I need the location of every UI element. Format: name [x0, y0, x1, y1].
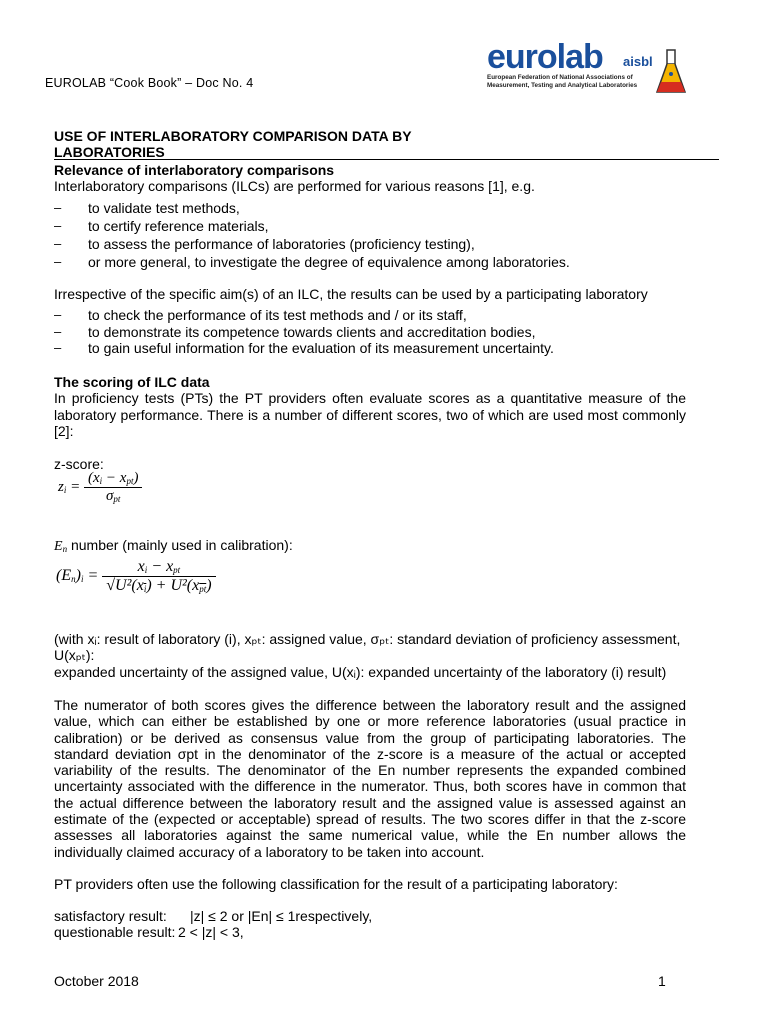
footer-date: October 2018 — [54, 973, 139, 989]
bullet: – — [54, 236, 62, 252]
definitions-line-1: (with xᵢ: result of laboratory (i), xₚₜ: assigned value, σₚₜ: standard deviation of proficiency assessment, U(xₚₜ): — [54, 631, 681, 664]
bullet: – — [54, 217, 62, 233]
list-item — [54, 200, 686, 216]
list-item-text: to assess the performance of laboratories (proficiency testing), — [88, 236, 475, 253]
classification-row — [54, 908, 686, 924]
list-item — [54, 218, 686, 234]
list-item-text: or more general, to investigate the degree of equivalence among laboratories. — [88, 254, 570, 271]
eurolab-logo — [487, 40, 723, 108]
questionable-value: 2 < |z| < 3, — [178, 924, 244, 941]
use-intro: Irrespective of the specific aim(s) of an ILC, the results can be used by a participating laboratory — [54, 286, 648, 302]
logo-aisbl: aisbl — [623, 54, 653, 69]
classification-list — [54, 908, 686, 941]
list-item-text: to demonstrate its competence towards clients and accreditation bodies, — [88, 323, 536, 340]
document-title — [54, 128, 686, 160]
section1-intro: Interlaboratory comparisons (ILCs) are performed for various reasons [1], e.g. — [54, 178, 535, 195]
list-item-text: to validate test methods, — [88, 199, 240, 216]
en-formula: $(E_n)_i$ = $\frac{x_i - x_{pt}}{√U^2(x_i) + U^2(x_{pt})}$ — [56, 558, 216, 595]
definitions — [54, 631, 686, 680]
list-item-text: to certify reference materials, — [88, 217, 269, 234]
section2-paragraph: In proficiency tests (PTs) the PT providers often evaluate scores as a quantitative measure of the laboratory performance. There is a number of different scores, two of which are used most commonly [2]: — [54, 390, 686, 439]
section-scoring — [54, 374, 686, 439]
classification-intro: PT providers often use the following classification for the result of a participating laboratory: — [54, 876, 618, 892]
section-relevance — [54, 162, 686, 271]
zscore-formula: $z_i$ = $\frac{(x_i - x_{pt})}{\sigma_{pt}}$ — [58, 470, 142, 505]
numerator-paragraph: The numerator of both scores gives the difference between the laboratory result and the assigned value, which can either be established by one or more reference laboratories (usual practice in calibration) or be derived as consensus value from the group of participating laboratories. The standard deviation σpt in the denominator of the z-score is a measure of the actual or accepted variability of the results. The denominator of the En number represents the expanded combined uncertainty associated with the difference in the numerator. Thus, both scores have in common that the actual difference between the laboratory result and the assigned value is assessed against an estimate of the (expected or acceptable) spread of results. The two scores differ in that the z-score assesses all laboratories against the same numerical value, while the En number allows the individually claimed accuracy of a laboratory to be taken into account. — [54, 697, 686, 860]
zscore-label: z-score: — [54, 456, 104, 472]
questionable-label: questionable result: — [54, 924, 176, 941]
page-number: 1 — [658, 973, 666, 989]
section2-heading: The scoring of ILC data — [54, 374, 210, 390]
bullet: – — [54, 339, 62, 355]
logo-wordmark: eurolab — [487, 38, 603, 76]
bullet: – — [54, 307, 62, 323]
en-label: $E_n$ number (mainly used in calibration): — [54, 537, 293, 554]
section1-heading: Relevance of interlaboratory comparisons — [54, 162, 335, 178]
section-uses — [54, 286, 686, 356]
list-item-text: to gain useful information for the evaluation of its measurement uncertainty. — [88, 339, 554, 356]
document-header-ref: EUROLAB “Cook Book” – Doc No. 4 — [45, 76, 254, 90]
title-rule — [54, 159, 719, 160]
title-line-1: USE OF INTERLABORATORY COMPARISON DATA BY — [54, 128, 412, 144]
satisfactory-value: |z| ≤ 2 or |En| ≤ 1respectively, — [190, 908, 373, 924]
satisfactory-label: satisfactory result: — [54, 908, 167, 924]
lab-flask-icon — [655, 48, 687, 96]
list-item — [54, 254, 686, 270]
title-line-2: LABORATORIES — [54, 144, 165, 160]
definitions-line-2: expanded uncertainty of the assigned value, U(xᵢ): expanded uncertainty of the laboratory (i) result) — [54, 663, 667, 680]
bullet: – — [54, 199, 62, 215]
list-item — [54, 340, 686, 356]
list-item-text: to check the performance of its test methods and / or its staff, — [88, 307, 467, 324]
bullet: – — [54, 323, 62, 339]
list-item — [54, 324, 686, 340]
classification-row — [54, 924, 686, 940]
list-item — [54, 236, 686, 252]
bullet: – — [54, 254, 62, 270]
logo-subtitle: European Federation of National Associations of Measurement, Testing and Analytical Laboratories — [487, 74, 638, 89]
en-label-text: number (mainly used in calibration): — [70, 537, 293, 553]
list-item — [54, 307, 686, 323]
